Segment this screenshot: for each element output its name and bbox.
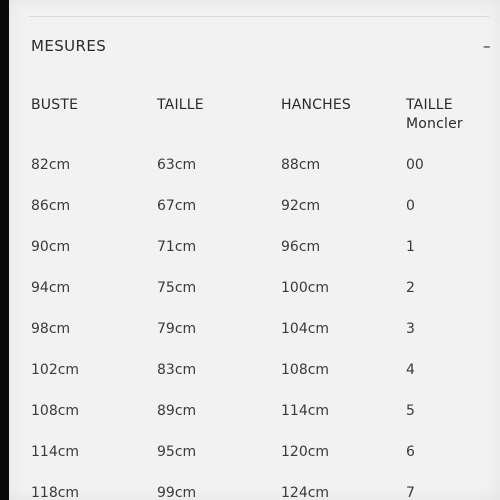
cell-hanches: 100cm xyxy=(281,280,330,296)
cell-taille-moncler: 4 xyxy=(406,362,415,378)
cell-taille: 67cm xyxy=(157,198,197,214)
cell-buste: 114cm xyxy=(31,444,80,460)
window-left-border xyxy=(0,0,9,500)
cell-taille: 99cm xyxy=(157,485,197,500)
cell-taille-moncler: 6 xyxy=(406,444,415,460)
collapse-minus-icon[interactable]: – xyxy=(483,37,491,55)
cell-buste: 98cm xyxy=(31,321,71,337)
cell-taille-moncler: 0 xyxy=(406,198,415,214)
header-taille-label: TAILLE xyxy=(157,97,204,113)
cell-hanches: 120cm xyxy=(281,444,330,460)
table-header-row xyxy=(31,96,491,136)
measurements-table-body xyxy=(31,155,491,500)
cell-taille: 79cm xyxy=(157,321,197,337)
table-row xyxy=(31,360,491,401)
cell-taille-moncler: 00 xyxy=(406,157,424,173)
cell-buste: 82cm xyxy=(31,157,71,173)
table-row xyxy=(31,155,491,196)
cell-hanches: 88cm xyxy=(281,157,321,173)
cell-hanches: 108cm xyxy=(281,362,330,378)
cell-taille-moncler: 3 xyxy=(406,321,415,337)
cell-buste: 102cm xyxy=(31,362,80,378)
cell-taille: 75cm xyxy=(157,280,197,296)
table-row xyxy=(31,278,491,319)
table-row xyxy=(31,237,491,278)
cell-buste: 94cm xyxy=(31,280,71,296)
cell-hanches: 124cm xyxy=(281,485,330,500)
header-taille xyxy=(157,96,204,115)
header-buste xyxy=(31,96,78,115)
cell-taille-moncler: 7 xyxy=(406,485,415,500)
table-row xyxy=(31,442,491,483)
table-row xyxy=(31,401,491,442)
cell-taille-moncler: 1 xyxy=(406,239,415,255)
header-taille-moncler xyxy=(406,96,463,134)
cell-taille: 89cm xyxy=(157,403,197,419)
cell-hanches: 96cm xyxy=(281,239,321,255)
cell-buste: 86cm xyxy=(31,198,71,214)
cell-hanches: 104cm xyxy=(281,321,330,337)
cell-hanches: 114cm xyxy=(281,403,330,419)
header-hanches-label: HANCHES xyxy=(281,97,352,113)
cell-buste: 90cm xyxy=(31,239,71,255)
cell-buste: 118cm xyxy=(31,485,80,500)
cell-taille-moncler: 2 xyxy=(406,280,415,296)
section-title-mesures: MESURES xyxy=(31,37,107,55)
header-hanches xyxy=(281,96,351,115)
table-row xyxy=(31,483,491,500)
header-taille-moncler-line2: Moncler xyxy=(406,116,463,132)
table-row xyxy=(31,196,491,237)
top-divider xyxy=(29,16,489,17)
cell-taille: 83cm xyxy=(157,362,197,378)
cell-taille: 71cm xyxy=(157,239,197,255)
size-guide-panel xyxy=(9,0,500,500)
cell-taille-moncler: 5 xyxy=(406,403,415,419)
cell-taille: 95cm xyxy=(157,444,197,460)
header-taille-moncler-line1: TAILLE xyxy=(406,97,453,113)
cell-buste: 108cm xyxy=(31,403,80,419)
header-buste-label: BUSTE xyxy=(31,97,79,113)
cell-taille: 63cm xyxy=(157,157,197,173)
table-row xyxy=(31,319,491,360)
cell-hanches: 92cm xyxy=(281,198,321,214)
